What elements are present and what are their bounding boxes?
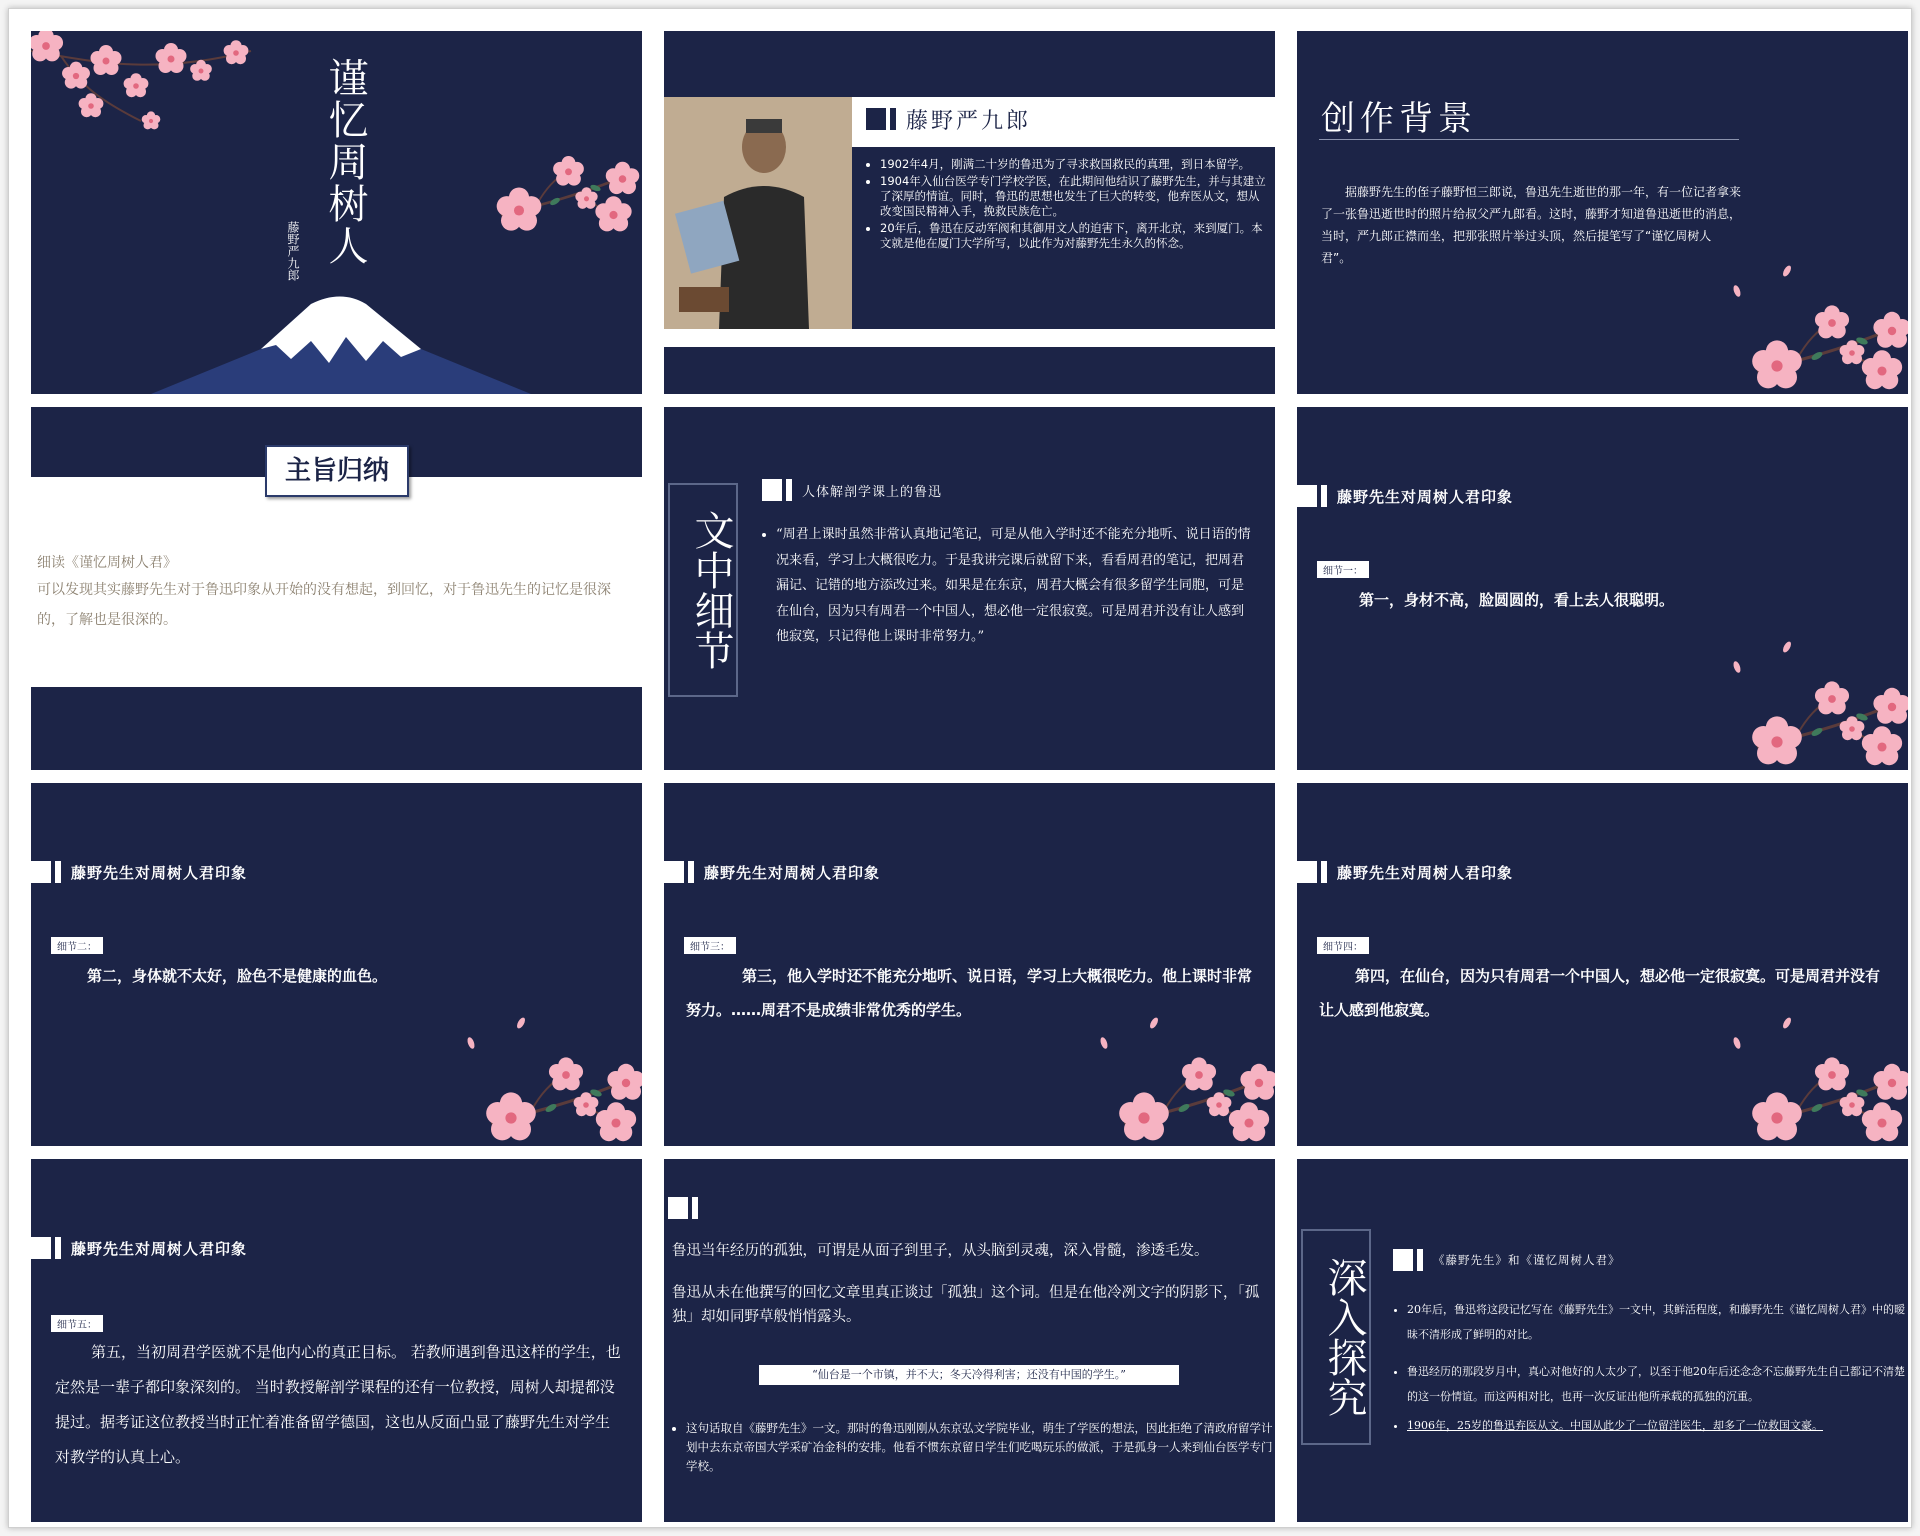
bio-bullet: • 1902年4月，刚满二十岁的鲁迅为了寻求救国救民的真理，到日本留学。 — [880, 157, 1270, 172]
background-heading: 创作背景 — [1321, 99, 1477, 139]
explore-bullet: • 鲁迅经历的那段岁月中，真心对他好的人太少了，以至于他20年后还念念不忘藤野先生自己都记不清楚的这一份情谊。而这两相对比，也再一次反证出他所承载的孤独的沉重。 — [1407, 1359, 1908, 1409]
heading-marker — [668, 1197, 692, 1219]
heading-text: 藤野先生对周树人君印象 — [71, 863, 248, 882]
slide-explore[interactable] — [1297, 1159, 1908, 1522]
background-text: 据藤野先生的侄子藤野恒三郎说，鲁迅先生逝世的那一年，有一位记者拿来了一张鲁迅逝世时的照片给叔父严九郎看。这时，藤野才知道鲁迅逝世的消息，当时，严九郎正襟而坐，把那张照片举过头顶，然后提笔写了“谨忆周树人君”。 — [1321, 185, 1742, 265]
details-subheading — [762, 479, 942, 501]
loneliness-note: • 这句话取自《藤野先生》一文。那时的鲁迅刚刚从东京弘文学院毕业，萌生了学医的想法，因此拒绝了清政府留学计划中去东京帝国大学采矿冶金科的安排。他看不惯东京留日学生们吃喝玩乐的做派，于是孤身一人来到仙台医学专门学校。 — [686, 1419, 1275, 1476]
heading-marker — [1297, 485, 1321, 507]
impression-heading — [1297, 485, 1513, 507]
detail-tag: 细节五： — [51, 1315, 103, 1332]
heading-text: 藤野先生对周树人君印象 — [1337, 487, 1514, 506]
heading-text: 藤野先生对周树人君印象 — [71, 1239, 248, 1258]
detail-tag: 细节一： — [1317, 561, 1369, 578]
heading-underline — [1319, 139, 1739, 140]
detail-text: 第四，在仙台，因为只有周君一个中国人，想必他一定很寂寞。可是周君并没有让人感到他寂寞。 — [1319, 967, 1881, 1019]
slide-author-text: 藤野严九郎 — [286, 221, 300, 281]
heading-marker — [866, 108, 890, 130]
mount-fuji-icon — [151, 279, 531, 394]
slide-background[interactable] — [1297, 31, 1908, 394]
cherry-blossom-icon — [1717, 637, 1908, 770]
bio-bullet: • 1904年入仙台医学专门学校学医，在此期间他结识了藤野先生，并与其建立了深厚的情谊。同时，鲁迅的思想也发生了巨大的转变，他弃医从文，想从改变国民精神入手，挽救民族危亡。 — [880, 174, 1270, 219]
detail-text: 第二，身体就不太好，脸色不是健康的血色。 — [87, 967, 388, 985]
cherry-blossom-right-icon — [491, 151, 641, 241]
slide-theme[interactable] — [31, 407, 642, 770]
heading-text: 藤野严九郎 — [906, 108, 1032, 134]
explore-vertical-title: 深入探究 — [1301, 1229, 1371, 1445]
loneliness-p2: 鲁迅从未在他撰写的回忆文章里真正谈过「孤独」这个词。但是在他冷冽文字的阴影下，「孤独」却如同野草般悄悄露头。 — [672, 1285, 1260, 1325]
slide-detail-5[interactable] — [31, 1159, 642, 1522]
loneliness-p1: 鲁迅当年经历的孤独，可谓是从面子到里子，从头脑到灵魂，深入骨髓，渗透毛发。 — [672, 1243, 1209, 1259]
heading-text: 藤野先生对周树人君印象 — [1337, 863, 1514, 882]
slide-title[interactable] — [31, 31, 642, 394]
slide-fujino-bio[interactable] — [664, 31, 1275, 394]
theme-line1: 细读《谨忆周树人君》 — [37, 555, 177, 571]
heading-text: 藤野先生对周树人君印象 — [704, 863, 881, 882]
slide2-heading — [866, 97, 1031, 141]
heading-marker — [1393, 1249, 1417, 1271]
cherry-blossom-icon — [451, 1013, 642, 1146]
heading-marker — [664, 861, 688, 883]
subheading-text: 人体解剖学课上的鲁迅 — [802, 484, 943, 500]
loneliness-quote: “仙台是一个市镇，并不大；冬天冷得利害；还没有中国的学生。” — [759, 1365, 1179, 1385]
cherry-blossom-icon — [1084, 1013, 1275, 1146]
theme-heading: 主旨归纳 — [265, 445, 409, 497]
slide-title-text: 谨忆周树人 — [322, 57, 368, 267]
theme-line2: 可以发现其实藤野先生对于鲁迅印象从开始的没有想起，到回忆，对于鲁迅先生的记忆是很深的，了解也是很深的。 — [37, 582, 611, 628]
detail-tag: 细节四： — [1317, 937, 1369, 954]
impression-heading — [31, 1237, 247, 1259]
explore-bullet: • 1906年，25岁的鲁迅弃医从文。中国从此少了一位留洋医生，却多了一位救国文豪。 — [1407, 1413, 1908, 1438]
detail-text: 第一，身材不高，脸圆圆的，看上去人很聪明。 — [1359, 591, 1675, 609]
detail-tag: 细节二： — [51, 937, 103, 954]
detail-text: 第五，当初周君学医就不是他内心的真正目标。 若教师遇到鲁迅这样的学生，也定然是一辈子都印象深刻的。 当时教授解剖学课程的还有一位教授，周树人却提都没提过。据考证这位教授当时正忙着准备留学德国，这也从反面凸显了藤野先生对学生对教学的认真上心。 — [55, 1343, 621, 1466]
slide-detail-3[interactable] — [664, 783, 1275, 1146]
loneliness-marker — [668, 1197, 700, 1219]
heading-marker — [31, 861, 55, 883]
heading-marker — [762, 479, 786, 501]
slide-grid — [31, 31, 1907, 1523]
slide-loneliness[interactable] — [664, 1159, 1275, 1522]
slide-detail-1[interactable] — [1297, 407, 1908, 770]
slide-detail-4[interactable] — [1297, 783, 1908, 1146]
portrait-photo-icon — [664, 97, 852, 329]
explore-subheading — [1393, 1249, 1621, 1271]
quote-text: • “周君上课时虽然非常认真地记笔记，可是从他入学时还不能充分地听、说日语的情况来看，学习上大概很吃力。于是我讲完课后就留下来，看看周君的笔记，把周君漏记、记错的地方添改过来。如果是在东京，周君大概会有很多留学生同胞，可是在仙台，因为只有周君一个中国人，想必他一定很寂寞。可是周君并没有让人感到他寂寞，只记得他上课时非常努力。” — [776, 522, 1256, 650]
impression-heading — [664, 861, 880, 883]
heading-marker — [31, 1237, 55, 1259]
heading-marker — [1297, 861, 1321, 883]
collage-frame — [8, 8, 1912, 1528]
cherry-blossom-icon — [1717, 1013, 1908, 1146]
detail-tag: 细节三： — [684, 937, 736, 954]
detail-text: 第三，他入学时还不能充分地听、说日语，学习上大概很吃力。他上课时非常努力。……周君不是成绩非常优秀的学生。 — [686, 967, 1253, 1019]
slide-details[interactable] — [664, 407, 1275, 770]
bio-bullet: • 20年后，鲁迅在反动军阀和其御用文人的迫害下，离开北京，来到厦门。本文就是他在厦门大学所写，以此作为对藤野先生永久的怀念。 — [880, 221, 1270, 251]
bullet-box — [852, 147, 1275, 329]
impression-heading — [31, 861, 247, 883]
impression-heading — [1297, 861, 1513, 883]
details-vertical-title: 文中细节 — [668, 483, 738, 697]
cherry-blossom-icon — [1717, 261, 1908, 394]
cherry-blossom-branch-icon — [31, 31, 261, 141]
explore-bullet: • 20年后，鲁迅将这段记忆写在《藤野先生》一文中，其鲜活程度，和藤野先生《谨忆周树人君》中的暧昧不清形成了鲜明的对比。 — [1407, 1297, 1908, 1347]
slide-detail-2[interactable] — [31, 783, 642, 1146]
subheading-text: 《藤野先生》和《谨忆周树人君》 — [1433, 1253, 1621, 1267]
